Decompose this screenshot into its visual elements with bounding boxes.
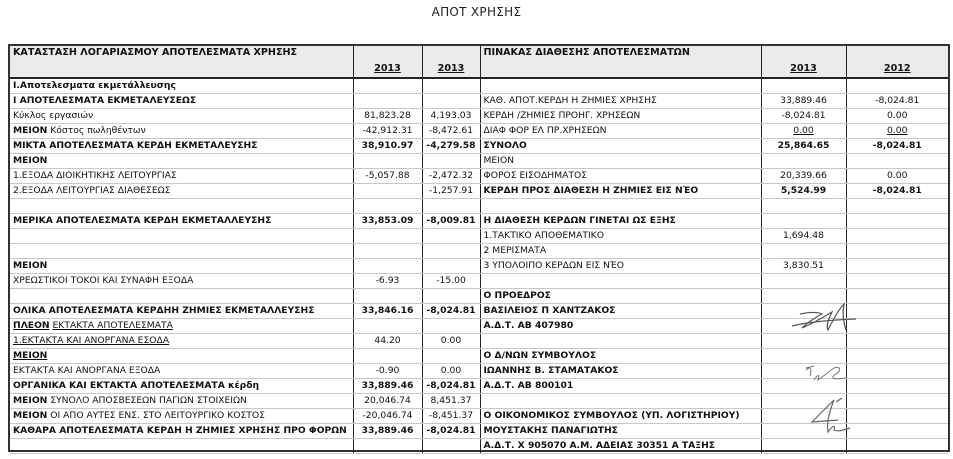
table-row xyxy=(10,184,948,199)
table-row xyxy=(10,409,948,424)
left-value-2013-b: 4,193.03 xyxy=(422,109,480,124)
left-value-2013-a xyxy=(353,319,422,334)
right-value-2013 xyxy=(761,334,846,349)
table-row xyxy=(10,169,948,184)
left-value-2013-a: 33,889.46 xyxy=(353,424,422,439)
right-value-2012: 0.00 xyxy=(846,109,948,124)
right-value-2012 xyxy=(846,154,948,169)
table-row xyxy=(10,124,948,139)
right-row-label: 1.ΤΑΚΤΙΚΟ ΑΠΟΘΕΜΑΤΙΚΟ xyxy=(480,229,761,244)
left-value-2013-a: 38,910.97 xyxy=(353,139,422,154)
left-row-label xyxy=(10,334,353,349)
underlined-value: 0.00 xyxy=(793,125,814,136)
right-value-2013 xyxy=(761,319,846,334)
left-value-2013-a xyxy=(353,289,422,304)
left-value-2013-a xyxy=(353,259,422,274)
right-value-2013: 25,864.65 xyxy=(761,139,846,154)
row-label-text: ΟΙ ΑΠΟ ΑΥΤΕΣ ΕΝΣ. ΣΤΟ ΛΕΙΤΟΥΡΓΙΚΟ ΚΟΣΤΟΣ xyxy=(50,410,265,421)
left-value-2013-a: -0.90 xyxy=(353,364,422,379)
left-row-label xyxy=(10,94,353,109)
left-row-label xyxy=(10,199,353,214)
right-value-2013 xyxy=(761,154,846,169)
table-row xyxy=(10,244,948,259)
row-label-text: ΣΥΝΟΛΟ ΑΠΟΣΒΕΣΕΩΝ ΠΑΓΙΩΝ ΣΤΟΙΧΕΙΩΝ xyxy=(50,395,247,406)
left-value-2013-a xyxy=(353,349,422,364)
row-label-text: ΜΙΚΤΑ ΑΠΟΤΕΛΕΣΜΑΤΑ ΚΕΡΔΗ ΕΚΜΕΤΑΛΕΥΣΗΣ xyxy=(13,140,258,151)
left-value-2013-b xyxy=(422,319,480,334)
right-value-2013 xyxy=(761,214,846,229)
right-value-2013 xyxy=(761,304,846,319)
right-value-2013 xyxy=(761,78,846,94)
left-value-2013-b xyxy=(422,439,480,454)
left-row-label xyxy=(10,124,353,139)
left-value-2013-b xyxy=(422,94,480,109)
right-value-2012 xyxy=(846,274,948,289)
right-value-2012 xyxy=(846,214,948,229)
left-row-label xyxy=(10,244,353,259)
row-prefix: ΜΕΙΟΝ xyxy=(13,395,48,406)
left-value-2013-a xyxy=(353,439,422,454)
left-row-label xyxy=(10,319,353,334)
left-value-2013-b: -1,257.91 xyxy=(422,184,480,199)
right-row-label: ΔΙΑΦ ΦΟΡ ΕΛ ΠΡ.ΧΡΗΣΕΩΝ xyxy=(480,124,761,139)
left-row-label xyxy=(10,379,353,394)
table-row xyxy=(10,349,948,364)
left-row-label xyxy=(10,409,353,424)
table-row xyxy=(10,259,948,274)
row-label-text: Κόστος πωληθέντων xyxy=(50,125,146,136)
right-value-2013 xyxy=(761,439,846,454)
left-row-label xyxy=(10,364,353,379)
row-prefix: ΜΕΙΟΝ xyxy=(13,410,48,421)
right-row-label: ΚΑΘ. ΑΠΟΤ.ΚΕΡΔΗ Η ΖΗΜΙΕΣ ΧΡΗΣΗΣ xyxy=(480,94,761,109)
right-value-2013 xyxy=(761,289,846,304)
right-value-2012 xyxy=(846,439,948,454)
left-row-label xyxy=(10,274,353,289)
right-value-2012: -8,024.81 xyxy=(846,184,948,199)
left-value-2013-a xyxy=(353,78,422,94)
table-row xyxy=(10,94,948,109)
right-row-label: Ο Δ/ΝΩΝ ΣΥΜΒΟΥΛΟΣ xyxy=(480,349,761,364)
right-value-2012 xyxy=(846,304,948,319)
right-value-2013: 3,830.51 xyxy=(761,259,846,274)
right-row-label: ΚΕΡΔΗ ΠΡΟΣ ΔΙΑΘΕΣΗ Η ΖΗΜΙΕΣ ΕΙΣ ΝΈΟ xyxy=(480,184,761,199)
right-value-2012 xyxy=(846,394,948,409)
left-row-label xyxy=(10,424,353,439)
right-table-header: ΠΙΝΑΚΑΣ ΔΙΑΘΕΣΗΣ ΑΠΟΤΕΛΕΣΜΑΤΩΝ xyxy=(480,46,761,78)
row-label-text: 1.ΕΚΤΑΚΤΑ ΚΑΙ ΑΝΟΡΓΑΝΑ ΕΣΟΔΑ xyxy=(13,335,170,346)
left-row-label xyxy=(10,154,353,169)
right-col1-year: 2013 xyxy=(761,46,846,78)
row-label-text: 2.ΕΞΟΔΑ ΛΕΙΤΟΥΡΓΙΑΣ ΔΙΑΘΕΣΕΩΣ xyxy=(13,185,171,196)
left-value-2013-b xyxy=(422,229,480,244)
right-row-label: ΒΑΣΙΛΕΙΟΣ Π ΧΑΝΤΖΑΚΟΣ xyxy=(480,304,761,319)
table-row xyxy=(10,424,948,439)
left-row-label xyxy=(10,109,353,124)
right-value-2013 xyxy=(761,409,846,424)
header-row xyxy=(10,46,948,78)
right-row-label: ΣΥΝΟΛΟ xyxy=(480,139,761,154)
right-value-2012: -8,024.81 xyxy=(846,94,948,109)
left-value-2013-a: 33,889.46 xyxy=(353,379,422,394)
right-value-2012: -8,024.81 xyxy=(846,139,948,154)
left-row-label xyxy=(10,184,353,199)
right-row-label xyxy=(480,199,761,214)
left-value-2013-a: 81,823.28 xyxy=(353,109,422,124)
table-row xyxy=(10,274,948,289)
left-row-label xyxy=(10,259,353,274)
right-row-label: Α.Δ.Τ. Χ 905070 Α.Μ. ΑΔΕΙΑΣ 30351 Α ΤΑΞΗΣ xyxy=(480,439,761,454)
left-value-2013-a xyxy=(353,199,422,214)
left-row-label xyxy=(10,439,353,454)
row-label-text: Κύκλος εργασιών xyxy=(13,110,94,121)
right-row-label xyxy=(480,394,761,409)
right-value-2012 xyxy=(846,349,948,364)
table-row xyxy=(10,289,948,304)
right-value-2013: -8,024.81 xyxy=(761,109,846,124)
left-col2-year: 2013 xyxy=(422,46,480,78)
row-label-text: ΜΕΙΟΝ xyxy=(13,350,48,361)
left-row-label xyxy=(10,214,353,229)
left-row-label xyxy=(10,349,353,364)
table-row xyxy=(10,109,948,124)
left-value-2013-a: -5,057.88 xyxy=(353,169,422,184)
left-value-2013-b xyxy=(422,349,480,364)
right-value-2012 xyxy=(846,229,948,244)
left-value-2013-b xyxy=(422,244,480,259)
table-row xyxy=(10,364,948,379)
right-value-2012 xyxy=(846,244,948,259)
right-row-label: Ο ΠΡΟΕΔΡΟΣ xyxy=(480,289,761,304)
left-row-label xyxy=(10,289,353,304)
right-value-2013: 5,524.99 xyxy=(761,184,846,199)
left-value-2013-b: -8,024.81 xyxy=(422,379,480,394)
right-value-2013 xyxy=(761,424,846,439)
left-value-2013-a xyxy=(353,94,422,109)
right-value-2013 xyxy=(761,394,846,409)
left-row-label xyxy=(10,304,353,319)
table-row xyxy=(10,154,948,169)
right-row-label: ΦΟΡΟΣ ΕΙΣΟΔΗΜΑΤΟΣ xyxy=(480,169,761,184)
right-col2-year: 2012 xyxy=(846,46,948,78)
row-label-text: 1.ΕΞΟΔΑ ΔΙΟΙΚΗΤΙΚΗΣ ΛΕΙΤΟΥΡΓΙΑΣ xyxy=(13,170,177,181)
left-value-2013-b xyxy=(422,78,480,94)
left-row-label xyxy=(10,169,353,184)
left-value-2013-b xyxy=(422,154,480,169)
right-row-label: ΜΟΥΣΤΑΚΗΣ ΠΑΝΑΓΙΩΤΗΣ xyxy=(480,424,761,439)
right-value-2012 xyxy=(846,289,948,304)
right-row-label xyxy=(480,334,761,349)
left-value-2013-b: -4,279.58 xyxy=(422,139,480,154)
left-row-label xyxy=(10,229,353,244)
right-value-2012 xyxy=(846,78,948,94)
right-value-2013: 1,694.48 xyxy=(761,229,846,244)
right-value-2013 xyxy=(761,244,846,259)
left-value-2013-b: -8,472.61 xyxy=(422,124,480,139)
left-value-2013-a: 44.20 xyxy=(353,334,422,349)
row-label-text: ΕΚΤΑΚΤΑ ΚΑΙ ΑΝΟΡΓΑΝΑ ΕΞΟΔΑ xyxy=(13,365,161,376)
left-value-2013-b xyxy=(422,199,480,214)
document-title: ΑΠΟΤ ΧΡΗΣΗΣ xyxy=(431,5,522,19)
left-row-label xyxy=(10,139,353,154)
row-label-text: Ι.Αποτελεσματα εκμετάλλευσης xyxy=(13,80,176,91)
left-value-2013-a: 33,853.09 xyxy=(353,214,422,229)
table-row xyxy=(10,199,948,214)
left-value-2013-a: -20,046.74 xyxy=(353,409,422,424)
left-value-2013-b: 0.00 xyxy=(422,364,480,379)
right-row-label: 3 ΥΠΟΛΟΙΠΟ ΚΕΡΔΩΝ ΕΙΣ ΝΈΟ xyxy=(480,259,761,274)
left-value-2013-a: -42,912.31 xyxy=(353,124,422,139)
left-value-2013-b: -15.00 xyxy=(422,274,480,289)
row-label-text: ΟΛΙΚΑ ΑΠΟΤΕΛΕΣΜΑΤΑ ΚΕΡΔΗΗ ΖΗΜΙΕΣ ΕΚΜΕΤΑΛΛΕΥΣΗΣ xyxy=(13,305,315,316)
table-row xyxy=(10,379,948,394)
statement-table xyxy=(10,46,948,454)
right-value-2013 xyxy=(761,124,846,139)
right-value-2013 xyxy=(761,364,846,379)
row-label-text: ΜΕΡΙΚΑ ΑΠΟΤΕΛΕΣΜΑΤΑ ΚΕΡΔΗ ΕΚΜΕΤΑΛΛΕΥΣΗΣ xyxy=(13,215,272,226)
left-value-2013-b: -2,472.32 xyxy=(422,169,480,184)
right-value-2012 xyxy=(846,424,948,439)
right-value-2012 xyxy=(846,379,948,394)
right-row-label: Η ΔΙΑΘΕΣΗ ΚΕΡΔΩΝ ΓΙΝΕΤΑΙ ΩΣ ΕΞΗΣ xyxy=(480,214,761,229)
left-value-2013-b: 0.00 xyxy=(422,334,480,349)
left-value-2013-a: 33,846.16 xyxy=(353,304,422,319)
left-value-2013-a xyxy=(353,184,422,199)
right-row-label: Α.Δ.Τ. ΑΒ 800101 xyxy=(480,379,761,394)
right-value-2012 xyxy=(846,259,948,274)
left-value-2013-a xyxy=(353,229,422,244)
table-row xyxy=(10,229,948,244)
row-label-text: ΜΕΙΟΝ xyxy=(13,155,48,166)
right-row-label xyxy=(480,274,761,289)
right-value-2012 xyxy=(846,319,948,334)
row-label-text: ΜΕΙΟΝ xyxy=(13,260,48,271)
table-row xyxy=(10,78,948,94)
right-value-2012 xyxy=(846,409,948,424)
income-statement-sheet xyxy=(8,44,950,452)
right-row-label: ΜΕΙΟΝ xyxy=(480,154,761,169)
table-row xyxy=(10,319,948,334)
left-col1-year: 2013 xyxy=(353,46,422,78)
left-table-header: ΚΑΤΑΣΤΑΣΗ ΛΟΓΑΡΙΑΣΜΟΥ ΑΠΟΤΕΛΕΣΜΑΤΑ ΧΡΗΣΗΣ xyxy=(10,46,353,78)
right-value-2013 xyxy=(761,274,846,289)
right-value-2012 xyxy=(846,124,948,139)
right-row-label: ΚΕΡΔΗ /ΖΗΜΙΕΣ ΠΡΟΗΓ. ΧΡΗΣΕΩΝ xyxy=(480,109,761,124)
left-value-2013-b: -8,024.81 xyxy=(422,424,480,439)
right-value-2013: 20,339.66 xyxy=(761,169,846,184)
row-label-text: Ι ΑΠΟΤΕΛΕΣΜΑΤΑ ΕΚΜΕΤΑΛΕΥΣΕΩΣ xyxy=(13,95,197,106)
table-row xyxy=(10,394,948,409)
table-row xyxy=(10,139,948,154)
left-row-label xyxy=(10,394,353,409)
left-value-2013-b: -8,009.81 xyxy=(422,214,480,229)
right-value-2013 xyxy=(761,379,846,394)
left-value-2013-a: 20,046.74 xyxy=(353,394,422,409)
row-label-text: ΟΡΓΑΝΙΚΑ ΚΑΙ ΕΚΤΑΚΤΑ ΑΠΟΤΕΛΕΣΜΑΤΑ κέρδη xyxy=(13,380,260,391)
right-value-2012 xyxy=(846,364,948,379)
row-label-text: ΚΑΘΑΡΑ ΑΠΟΤΕΛΕΣΜΑΤΑ ΚΕΡΔΗ Η ΖΗΜΙΕΣ ΧΡΗΣΗΣ ΠΡΟ ΦΟΡΩΝ xyxy=(13,425,347,436)
right-value-2012 xyxy=(846,199,948,214)
table-row xyxy=(10,304,948,319)
left-row-label xyxy=(10,78,353,94)
left-value-2013-b: 8,451.37 xyxy=(422,394,480,409)
row-label-text: ΧΡΕΩΣΤΙΚΟΙ ΤΟΚΟΙ ΚΑΙ ΣΥΝΑΦΗ ΕΞΟΔΑ xyxy=(13,275,194,286)
left-value-2013-b xyxy=(422,259,480,274)
row-prefix: ΜΕΙΟΝ xyxy=(13,125,48,136)
table-row xyxy=(10,439,948,454)
left-value-2013-b: -8,451.37 xyxy=(422,409,480,424)
right-value-2013 xyxy=(761,199,846,214)
right-value-2012 xyxy=(846,334,948,349)
table-row xyxy=(10,214,948,229)
row-label-text: ΕΚΤΑΚΤΑ ΑΠΟΤΕΛΕΣΜΑΤΑ xyxy=(52,320,173,331)
left-value-2013-a xyxy=(353,154,422,169)
right-row-label xyxy=(480,78,761,94)
left-value-2013-a xyxy=(353,244,422,259)
row-prefix: ΠΛΕΟΝ xyxy=(13,320,50,331)
left-value-2013-b: -8,024.81 xyxy=(422,304,480,319)
right-value-2013: 33,889.46 xyxy=(761,94,846,109)
right-row-label: 2 ΜΕΡΙΣΜΑΤΑ xyxy=(480,244,761,259)
left-value-2013-a: -6.93 xyxy=(353,274,422,289)
right-row-label: Α.Δ.Τ. ΑΒ 407980 xyxy=(480,319,761,334)
underlined-value: 0.00 xyxy=(887,125,908,136)
right-row-label: Ο ΟΙΚΟΝΟΜΙΚΟΣ ΣΥΜΒΟΥΛΟΣ (ΥΠ. ΛΟΓΙΣΤΗΡΙΟΥ) xyxy=(480,409,761,424)
right-value-2013 xyxy=(761,349,846,364)
right-row-label: ΙΩΑΝΝΗΣ Β. ΣΤΑΜΑΤΑΚΟΣ xyxy=(480,364,761,379)
right-value-2012: 0.00 xyxy=(846,169,948,184)
left-value-2013-b xyxy=(422,289,480,304)
table-row xyxy=(10,334,948,349)
